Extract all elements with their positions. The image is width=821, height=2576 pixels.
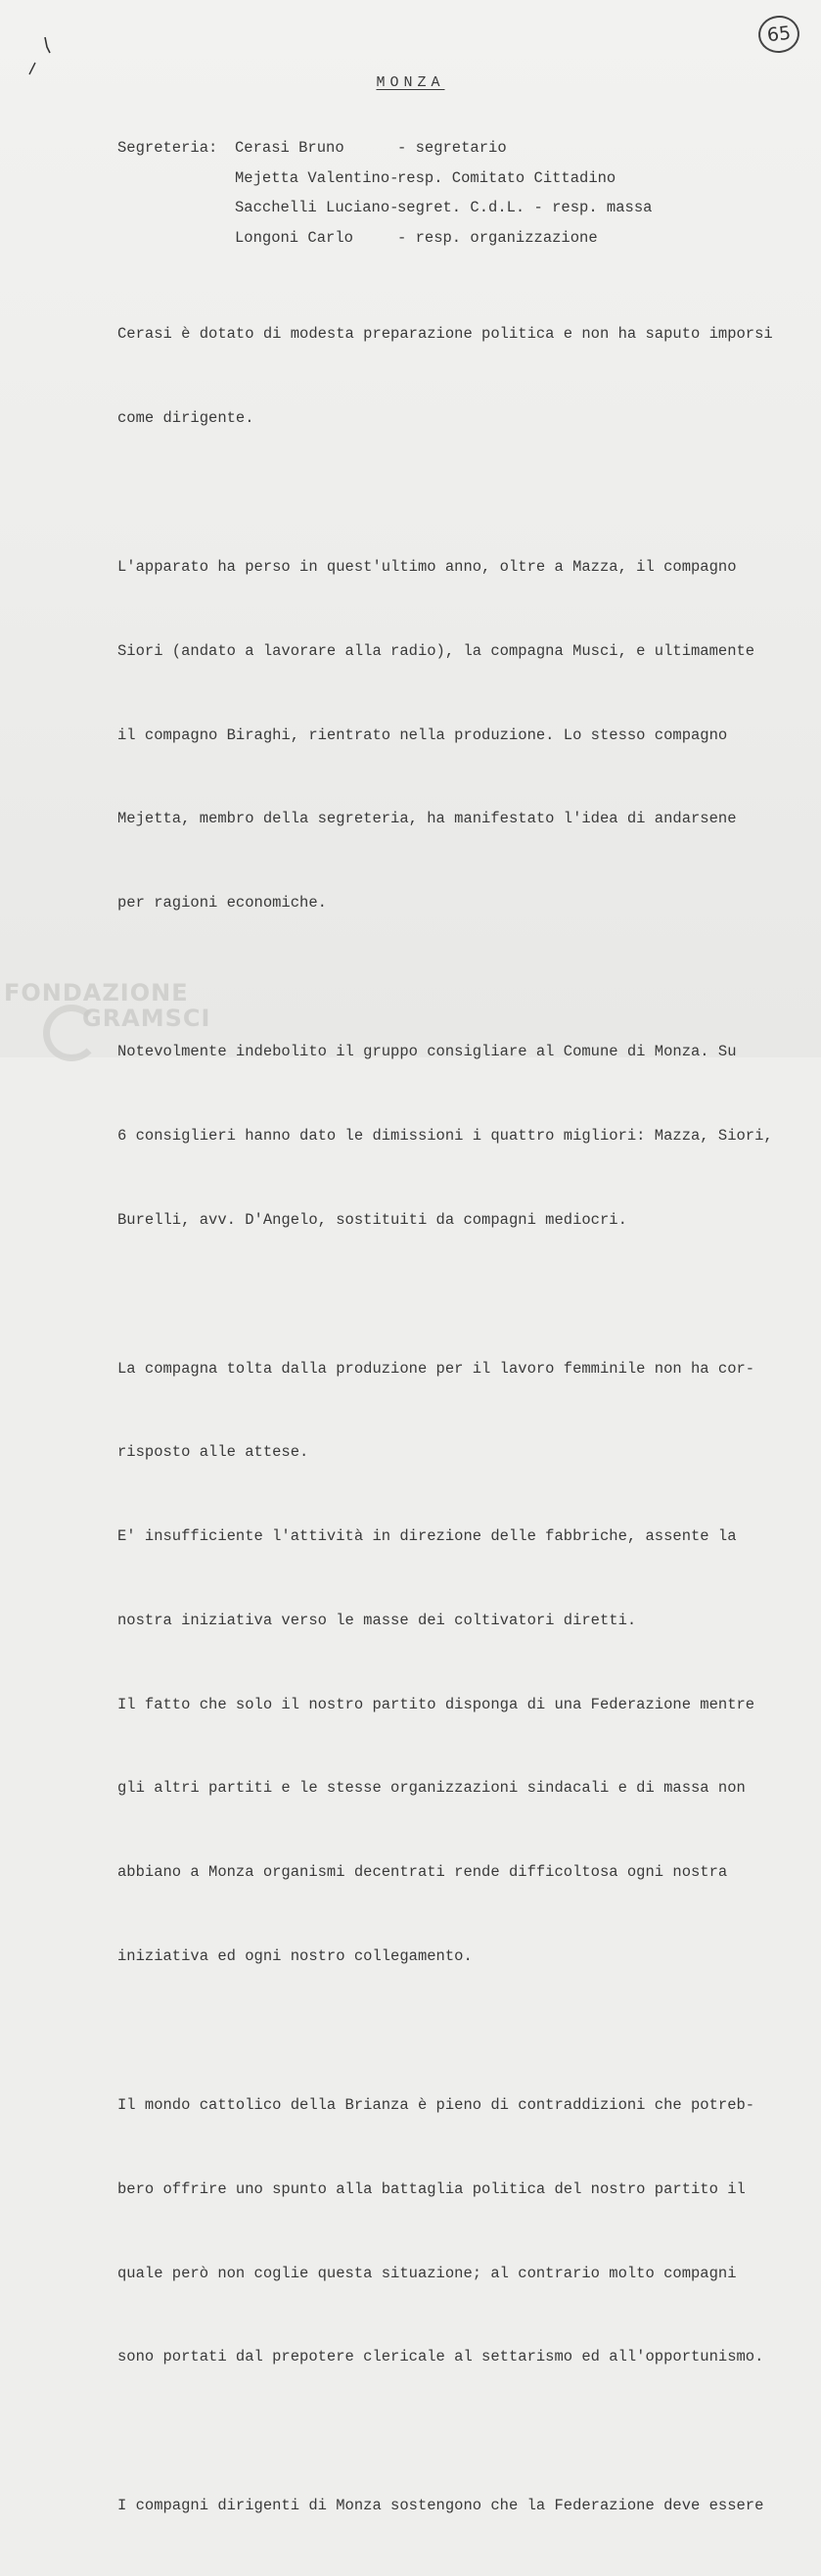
text-line: E' insufficiente l'attività in direzione delle fabbriche, assente la [117,1527,737,1546]
text-line: Notevolmente indebolito il gruppo consigliare al Comune di Monza. Su [117,1043,737,1061]
watermark-line2: GRAMSCI [82,1005,211,1032]
text-line: risposto alle attese. [117,1443,309,1462]
member-role: resp. Comitato Cittadino [397,168,616,187]
paragraph [117,2036,802,2427]
paragraph [117,264,802,489]
text-line: nostra iniziativa verso le masse dei coltivatori diretti. [117,1611,637,1629]
text-line: il compagno Biraghi, rientrato nella produzione. Lo stesso compagno [117,726,728,744]
segreteria-block [117,133,652,253]
member-role: - resp. organizzazione [397,228,598,247]
text-line: come dirigente. [117,408,254,427]
member-name: Cerasi Bruno [235,139,344,157]
paragraph [117,2436,802,2576]
text-line: Mejetta, membro della segreteria, ha manifestato l'idea di andarsene [117,810,737,828]
paragraph [117,497,802,973]
text-line: bero offrire uno spunto alla battaglia politica del nostro partito il [117,2179,746,2198]
member-name: Mejetta Valentino- [235,168,399,187]
document-body [117,264,802,2576]
paragraph [117,1298,802,2026]
text-line: gli altri partiti e le stesse organizzazioni sindacali e di massa non [117,1779,746,1798]
text-line: per ragioni economiche. [117,894,327,913]
text-line: Burelli, avv. D'Angelo, sostituiti da compagni mediocri. [117,1210,627,1229]
text-line: Cerasi è dotato di modesta preparazione politica e non ha saputo imporsi [117,325,773,344]
text-line: Siori (andato a lavorare alla radio), la compagna Musci, e ultimamente [117,641,755,660]
member-name: Longoni Carlo [235,228,353,247]
segreteria-row [117,193,652,223]
text-line: abbiano a Monza organismi decentrati rende difficoltosa ogni nostra [117,1863,728,1882]
text-line: iniziativa ed ogni nostro collegamento. [117,1947,473,1966]
text-line: 6 consiglieri hanno dato le dimissioni i quattro migliori: Mazza, Siori, [117,1126,773,1145]
page-number: 65 [756,14,801,55]
text-line: La compagna tolta dalla produzione per il lavoro femminile non ha cor- [117,1359,755,1378]
segreteria-row [117,223,652,254]
watermark-line1: FONDAZIONE [4,979,189,1007]
document-title: MONZA [376,74,445,91]
member-role: segret. C.d.L. - resp. massa [397,199,653,216]
text-line: sono portati dal prepotere clericale al settarismo ed all'opportunismo. [117,2348,764,2366]
text-line: Il fatto che solo il nostro partito disponga di una Federazione mentre [117,1695,755,1713]
segreteria-row [117,164,652,194]
text-line: I compagni dirigenti di Monza sostengono che la Federazione deve essere [117,2497,764,2515]
paragraph [117,982,802,1290]
member-role: - segretario [397,139,507,157]
member-name: Sacchelli Luciano- [235,199,399,216]
text-line: Il mondo cattolico della Brianza è pieno di contraddizioni che potreb- [117,2096,755,2114]
text-line: L'apparato ha perso in quest'ultimo anno, oltre a Mazza, il compagno [117,557,737,576]
segreteria-label: Segreteria: [117,139,218,157]
segreteria-row [117,133,652,164]
archive-watermark-logo [4,975,209,1046]
text-line: quale però non coglie questa situazione; al contrario molto compagni [117,2264,737,2282]
